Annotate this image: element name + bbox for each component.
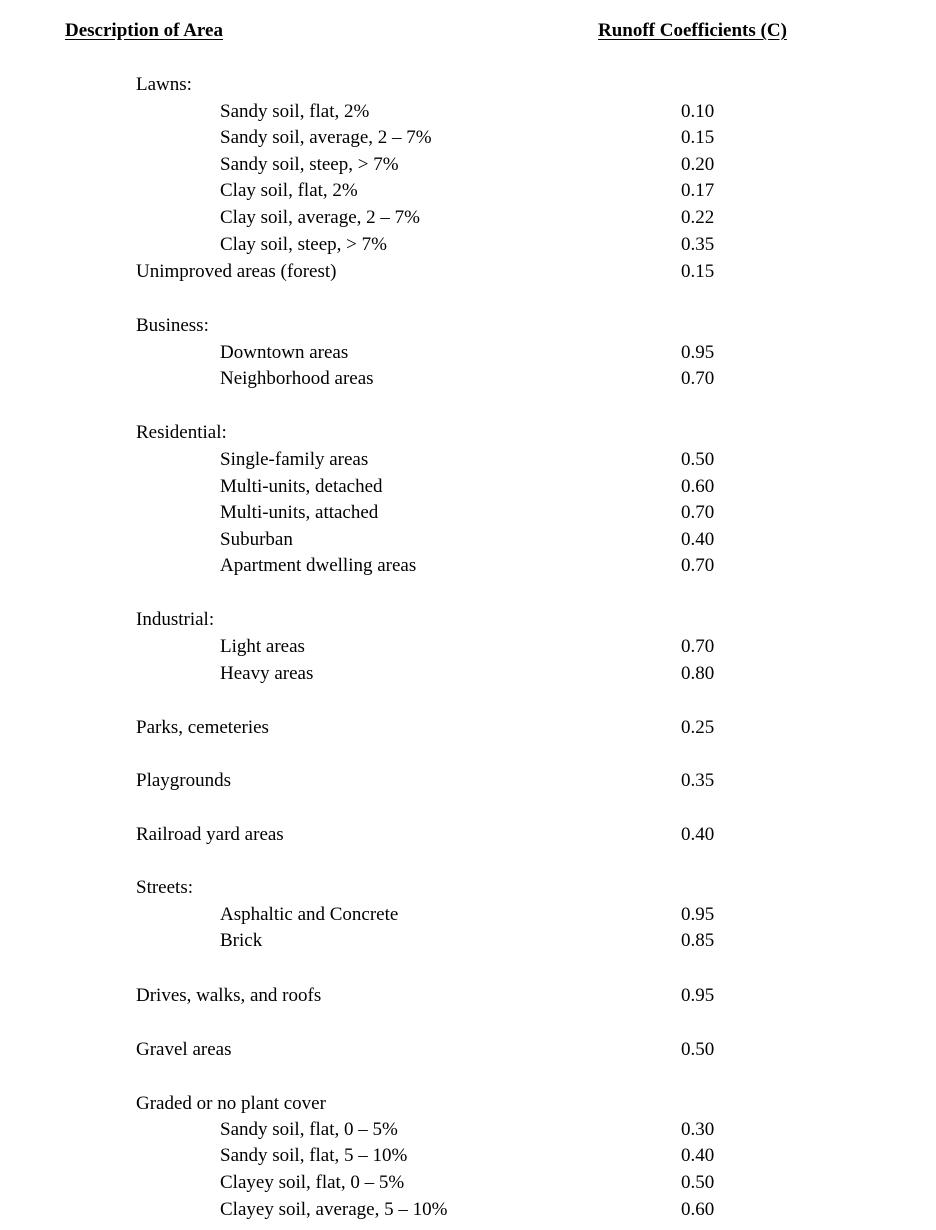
table-row (0, 1196, 936, 1223)
table-row (0, 901, 936, 928)
coefficient-value: 0.85 (681, 930, 715, 951)
area-label: Lawns: (136, 74, 192, 95)
coefficient-value: 0.40 (681, 529, 715, 550)
table-row (0, 71, 936, 98)
area-label: Sandy soil, average, 2 – 7% (220, 127, 432, 148)
area-label: Streets: (136, 877, 193, 898)
table-row (0, 151, 936, 178)
coefficient-value: 0.15 (681, 261, 715, 282)
area-label: Clay soil, steep, > 7% (220, 234, 387, 255)
coefficient-value: 0.40 (681, 1145, 715, 1166)
coefficient-value: 0.40 (681, 824, 715, 845)
table-row (0, 821, 936, 848)
table-row (0, 1169, 936, 1196)
table-row (0, 98, 936, 125)
coefficient-value: 0.95 (681, 985, 715, 1006)
coefficient-value: 0.17 (681, 180, 715, 201)
table-row (0, 874, 936, 901)
coefficient-value: 0.22 (681, 207, 715, 228)
description-column-header: Description of Area (65, 20, 223, 41)
coefficient-value: 0.50 (681, 449, 715, 470)
table-row (0, 1090, 936, 1117)
area-label: Drives, walks, and roofs (136, 985, 322, 1006)
table-row (0, 633, 936, 660)
area-label: Heavy areas (220, 663, 314, 684)
table-row (0, 473, 936, 500)
area-label: Graded or no plant cover (136, 1093, 326, 1114)
area-label: Business: (136, 315, 209, 336)
coefficient-value: 0.70 (681, 368, 715, 389)
coefficient-value: 0.30 (681, 1119, 715, 1140)
area-label: Suburban (220, 529, 293, 550)
table-row (0, 446, 936, 473)
coefficient-value: 0.50 (681, 1039, 715, 1060)
table-row (0, 339, 936, 366)
coefficient-value: 0.60 (681, 1199, 715, 1220)
area-label: Clay soil, flat, 2% (220, 180, 358, 201)
area-label: Sandy soil, flat, 0 – 5% (220, 1119, 398, 1140)
area-label: Multi-units, attached (220, 502, 379, 523)
area-label: Gravel areas (136, 1039, 232, 1060)
area-label: Multi-units, detached (220, 476, 383, 497)
table-row (0, 767, 936, 794)
coefficient-value: 0.15 (681, 127, 715, 148)
area-label: Light areas (220, 636, 305, 657)
table-row (0, 177, 936, 204)
area-label: Sandy soil, steep, > 7% (220, 154, 399, 175)
area-label: Brick (220, 930, 263, 951)
table-row (0, 526, 936, 553)
table-row (0, 1116, 936, 1143)
coefficient-value: 0.95 (681, 904, 715, 925)
area-label: Clayey soil, flat, 0 – 5% (220, 1172, 405, 1193)
table-row (0, 927, 936, 954)
area-label: Parks, cemeteries (136, 717, 269, 738)
coefficient-value: 0.50 (681, 1172, 715, 1193)
area-label: Railroad yard areas (136, 824, 284, 845)
table-row (0, 660, 936, 687)
area-label: Neighborhood areas (220, 368, 374, 389)
area-label: Downtown areas (220, 342, 349, 363)
area-label: Sandy soil, flat, 5 – 10% (220, 1145, 408, 1166)
coefficient-value: 0.25 (681, 717, 715, 738)
table-row (0, 1036, 936, 1063)
table-row (0, 312, 936, 339)
coefficient-value: 0.70 (681, 636, 715, 657)
area-label: Single-family areas (220, 449, 369, 470)
table-row (0, 124, 936, 151)
table-row (0, 499, 936, 526)
area-label: Asphaltic and Concrete (220, 904, 399, 925)
area-label: Sandy soil, flat, 2% (220, 101, 370, 122)
area-label: Industrial: (136, 609, 215, 630)
table-row (0, 714, 936, 741)
coefficient-value: 0.10 (681, 101, 715, 122)
coefficient-value: 0.80 (681, 663, 715, 684)
table-row (0, 231, 936, 258)
table-row (0, 258, 936, 285)
table-row (0, 365, 936, 392)
coefficient-value: 0.35 (681, 234, 715, 255)
table-row (0, 419, 936, 446)
coefficient-value: 0.20 (681, 154, 715, 175)
coefficient-column-header: Runoff Coefficients (C) (598, 20, 787, 41)
coefficient-value: 0.35 (681, 770, 715, 791)
table-row (0, 552, 936, 579)
coefficient-value: 0.70 (681, 502, 715, 523)
area-label: Clayey soil, average, 5 – 10% (220, 1199, 448, 1220)
table-row (0, 606, 936, 633)
table-row (0, 204, 936, 231)
coefficient-value: 0.60 (681, 476, 715, 497)
coefficient-value: 0.70 (681, 555, 715, 576)
area-label: Apartment dwelling areas (220, 555, 417, 576)
area-label: Playgrounds (136, 770, 231, 791)
table-row (0, 1142, 936, 1169)
area-label: Residential: (136, 422, 227, 443)
area-label: Clay soil, average, 2 – 7% (220, 207, 420, 228)
coefficient-value: 0.95 (681, 342, 715, 363)
area-label: Unimproved areas (forest) (136, 261, 337, 282)
table-row (0, 982, 936, 1009)
